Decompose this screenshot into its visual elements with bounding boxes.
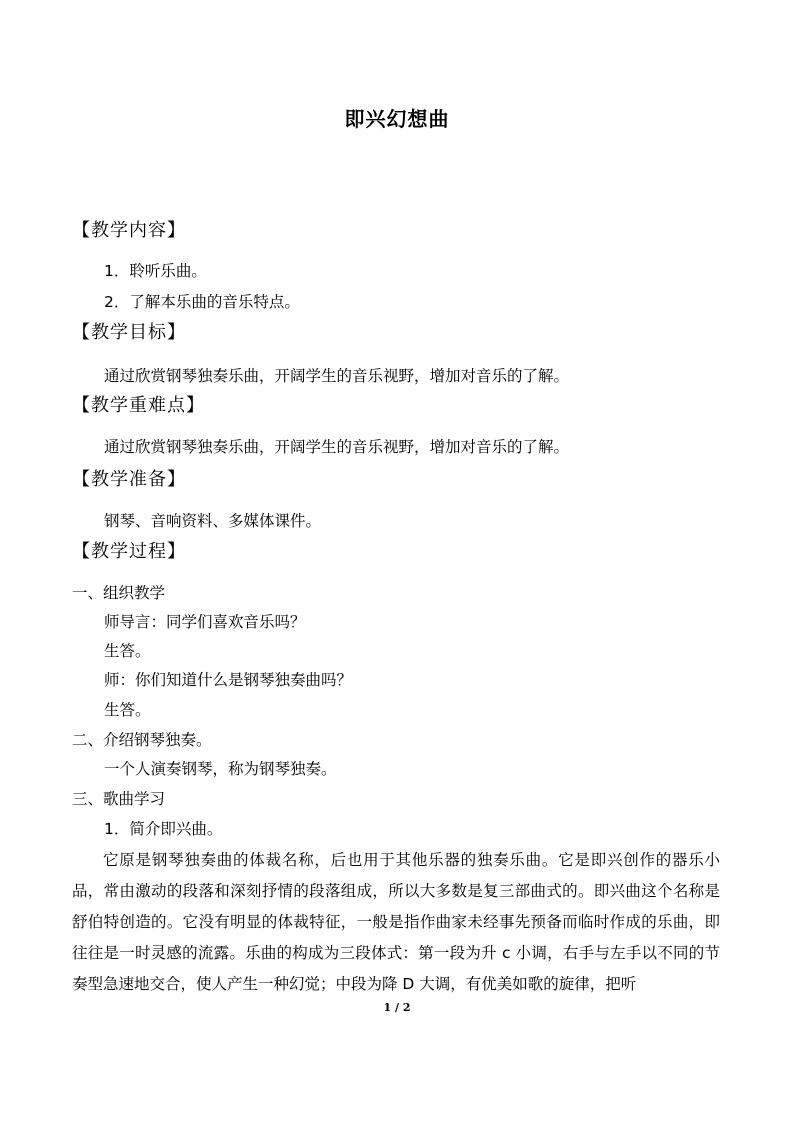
content-item-1: 1．聆听乐曲。 bbox=[104, 262, 207, 280]
section-heading-preparation: 【教学准备】 bbox=[72, 469, 186, 490]
process-step-1-title: 一、组织教学 bbox=[72, 584, 166, 602]
preparation-text: 钢琴、音响资料、多媒体课件。 bbox=[104, 512, 322, 530]
process-step-3-title: 三、歌曲学习 bbox=[72, 790, 166, 808]
page-number: 1 / 2 bbox=[383, 1001, 411, 1014]
process-step-1-line-2: 生答。 bbox=[104, 642, 151, 660]
process-step-1-line-4: 生答。 bbox=[104, 701, 151, 719]
section-heading-key-points: 【教学重难点】 bbox=[72, 395, 205, 416]
key-points-text: 通过欣赏钢琴独奏乐曲，开阔学生的音乐视野，增加对音乐的了解。 bbox=[104, 438, 570, 456]
section-heading-goal: 【教学目标】 bbox=[72, 322, 186, 343]
process-step-3-subtitle: 1．简介即兴曲。 bbox=[104, 820, 223, 838]
document-title: 即兴幻想曲 bbox=[344, 107, 450, 131]
goal-text: 通过欣赏钢琴独奏乐曲，开阔学生的音乐视野，增加对音乐的了解。 bbox=[104, 367, 570, 385]
section-heading-process: 【教学过程】 bbox=[72, 541, 186, 562]
process-step-2-line: 一个人演奏钢琴，称为钢琴独奏。 bbox=[104, 760, 337, 778]
process-step-1-line-3: 师：你们知道什么是钢琴独奏曲吗？ bbox=[104, 671, 353, 689]
impromptu-intro-paragraph: 它原是钢琴独奏曲的体裁名称，后也用于其他乐器的独奏乐曲。它是即兴创作的器乐小品，常由激动的段落和深刻抒情的段落组成，所以大多数是复三部曲式的。即兴曲这个名称是舒伯特创造的。它没有明显的体裁特征，一般是指作曲家未经事先预备而临时作成的乐曲，即往往是一时灵感的流露。乐曲的构成为三段体式：第一段为升 c 小调，右手与左手以不同的节奏型急速地交合，使人产生一种幻觉；中段为降 D 大调，有优美如歌的旋律，把听 bbox=[72, 851, 720, 993]
content-item-2: 2．了解本乐曲的音乐特点。 bbox=[104, 293, 300, 311]
process-step-1-line-1: 师导言：同学们喜欢音乐吗？ bbox=[104, 613, 306, 631]
process-step-2-title: 二、介绍钢琴独奏。 bbox=[72, 731, 212, 749]
section-heading-content: 【教学内容】 bbox=[72, 220, 186, 241]
